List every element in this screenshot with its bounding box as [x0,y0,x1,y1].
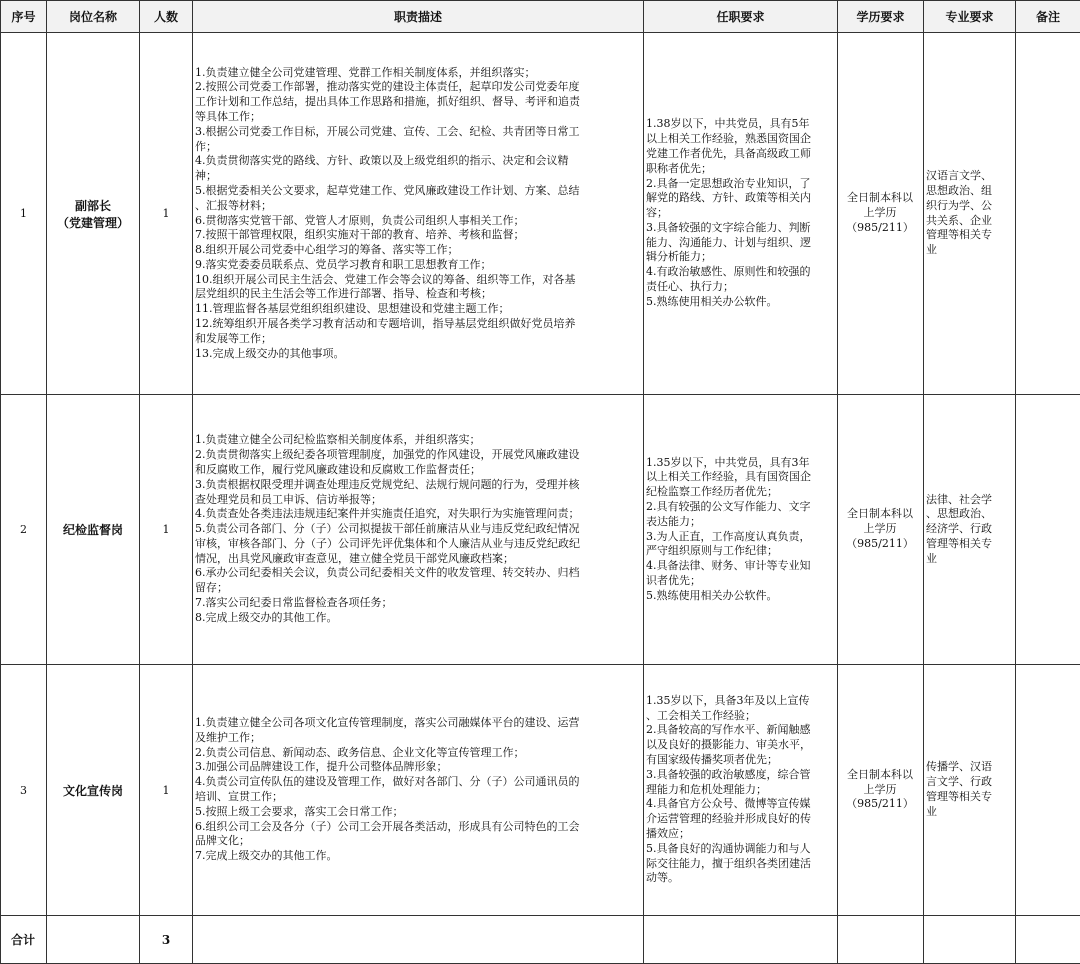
duty-line: 4.负责公司宣传队伍的建设及管理工作，做好对各部门、分（子）公司通讯员的 [195,775,640,790]
duty-line: 5.按照上级工会要求，落实工会日常工作； [195,805,640,820]
row-education [838,665,924,916]
row-requirements [644,395,838,665]
duty-line: 品牌文化； [195,834,640,849]
duties-text [193,66,643,362]
duty-line: 1.负责建立健全公司各项文化宣传管理制度，落实公司融媒体平台的建设、运营 [195,716,640,731]
requirements-text [644,117,837,309]
requirement-line: 理能力和危机处理能力； [646,783,834,798]
requirement-line: 识者优先； [646,574,834,589]
row-remarks [1016,395,1080,665]
major-line: 传播学、汉语 [926,760,1012,775]
requirement-line: 1.35岁以下，具备3年及以上宣传 [646,694,834,709]
major-line: 经济学、行政 [926,522,1012,537]
header-row [1,1,1080,33]
duty-line: 工作计划和工作总结，提出具体工作思路和措施，抓好组织、督导、考评和追责 [195,95,640,110]
row-position [47,33,140,395]
duty-line: 8.完成上级交办的其他工作。 [195,611,640,626]
duty-line: 9.落实党委委员联系点、党员学习教育和职工思想教育工作； [195,258,640,273]
duty-line: 10.组织开展公司民主生活会、党建工作会等会议的筹备、组织等工作，对各基 [195,273,640,288]
duty-line: 4.负责贯彻落实党的路线、方针、政策以及上级党组织的指示、决定和会议精 [195,154,640,169]
requirement-line: 际交往能力，擅于组织各类团建活 [646,857,834,872]
major-line: 共关系、企业 [926,214,1012,229]
requirement-line: 介运营管理的经验并形成良好的传 [646,812,834,827]
requirement-line: 解党的路线、方针、政策等相关内 [646,191,834,206]
duty-line: 7.完成上级交办的其他工作。 [195,849,640,864]
total-label: 合计 [1,916,47,964]
header-position: 岗位名称 [47,1,140,33]
duty-line: 培训、宣贯工作； [195,790,640,805]
requirements-text [644,456,837,604]
duty-line: 3.负责根据权限受理并调查处理违反党规党纪、法规行规问题的行为，受理并核 [195,478,640,493]
requirement-line: 责任心、执行力； [646,280,834,295]
requirement-line: 以及良好的摄影能力、审美水平， [646,738,834,753]
requirement-line: 有国家级传播奖项者优先； [646,753,834,768]
row-position [47,395,140,665]
row-requirements [644,33,838,395]
duties-text [193,716,643,864]
table-row [1,665,1080,916]
duty-line: 2.负责公司信息、新闻动态、政务信息、企业文化等宣传管理工作； [195,746,640,761]
row-count: 1 [140,665,193,916]
requirement-line: 以上相关工作经验，熟悉国资国企 [646,132,834,147]
row-no: 2 [1,395,47,665]
requirement-line: 4.具备官方公众号、微博等宣传媒 [646,797,834,812]
requirement-line: 表达能力； [646,515,834,530]
requirement-line: 5.熟练使用相关办公软件。 [646,295,834,310]
requirement-line: 职称者优先； [646,162,834,177]
major-line: 管理等相关专 [926,537,1012,552]
row-major [924,665,1016,916]
requirement-line: 1.35岁以下，中共党员，具有3年 [646,456,834,471]
duty-line: 和反腐败工作，履行党风廉政建设和反腐败工作监督责任； [195,463,640,478]
major-line: 管理等相关专 [926,228,1012,243]
requirement-line: 容； [646,206,834,221]
requirement-line: 3.为人正直，工作高度认真负责， [646,530,834,545]
total-empty-cell [1016,916,1080,964]
position-subtitle: （党建管理） [47,214,139,231]
duty-line: 等具体工作； [195,110,640,125]
row-education [838,33,924,395]
requirement-line: 纪检监察工作经历者优先； [646,485,834,500]
duties-text [193,433,643,625]
major-line: 思想政治、组 [926,184,1012,199]
header-education: 学历要求 [838,1,924,33]
header-no: 序号 [1,1,47,33]
requirement-line: 以上相关工作经验，具有国资国企 [646,470,834,485]
requirement-line: 能力、沟通能力、计划与组织、逻 [646,236,834,251]
duty-line: 13.完成上级交办的其他事项。 [195,347,640,362]
total-empty-cell [838,916,924,964]
duty-line: 7.按照干部管理权限，组织实施对干部的教育、培养、考核和监督； [195,228,640,243]
row-no: 3 [1,665,47,916]
education-line: 全日制本科以 [840,507,920,522]
duty-line: 、汇报等材料； [195,199,640,214]
requirement-line: 辑分析能力； [646,250,834,265]
row-major [924,395,1016,665]
duty-line: 留存； [195,581,640,596]
table-row [1,33,1080,395]
position-title: 副部长 [47,197,139,214]
duty-line: 神； [195,169,640,184]
duty-line: 6.承办公司纪委相关会议，负责公司纪委相关文件的收发管理、转交转办、归档 [195,566,640,581]
duty-line: 6.组织公司工会及各分（子）公司工会开展各类活动，形成具有公司特色的工会 [195,820,640,835]
education-line: 上学历 [840,522,920,537]
total-count: 3 [140,916,193,964]
row-education [838,395,924,665]
requirement-line: 2.具有较强的公文写作能力、文字 [646,500,834,515]
requirement-line: 2.具备较高的写作水平、新闻触感 [646,723,834,738]
requirement-line: 2.具备一定思想政治专业知识，了 [646,177,834,192]
row-duties [193,395,644,665]
duty-line: 7.落实公司纪委日常监督检查各项任务； [195,596,640,611]
education-line: 上学历 [840,783,920,798]
major-line: 业 [926,243,1012,258]
duty-line: 12.统筹组织开展各类学习教育活动和专题培训，指导基层党组织做好党员培养 [195,317,640,332]
requirement-line: 3.具备较强的政治敏感度，综合管 [646,768,834,783]
duty-line: 5.负责公司各部门、分（子）公司拟提拔干部任前廉洁从业与违反党纪政纪情况 [195,522,640,537]
major-text [924,760,1015,819]
requirement-line: 党建工作者优先，具备高级政工师 [646,147,834,162]
education-line: 全日制本科以 [840,191,920,206]
row-duties [193,33,644,395]
duty-line: 4.负责查处各类违法违规违纪案件并实施责任追究，对失职行为实施管理问责； [195,507,640,522]
major-line: 业 [926,805,1012,820]
requirement-line: 4.有政治敏感性、原则性和较强的 [646,265,834,280]
duty-line: 11.管理监督各基层党组织组织建设、思想建设和党建主题工作； [195,302,640,317]
table-row [1,395,1080,665]
education-line: （985/211） [840,221,920,236]
header-count: 人数 [140,1,193,33]
header-duties: 职责描述 [193,1,644,33]
duty-line: 2.负责贯彻落实上级纪委各项管理制度，加强党的作风建设，开展党风廉政建设 [195,448,640,463]
row-duties [193,665,644,916]
requirement-line: 严守组织原则与工作纪律； [646,544,834,559]
duty-line: 及维护工作； [195,731,640,746]
education-line: （985/211） [840,797,920,812]
row-major [924,33,1016,395]
major-text [924,493,1015,567]
major-text [924,169,1015,258]
duty-line: 3.加强公司品牌建设工作，提升公司整体品牌形象； [195,760,640,775]
duty-line: 和发展等工作； [195,332,640,347]
education-text [838,507,923,551]
education-line: 上学历 [840,206,920,221]
row-position [47,665,140,916]
row-count: 1 [140,33,193,395]
major-line: 汉语言文学、 [926,169,1012,184]
duty-line: 1.负责建立健全公司纪检监察相关制度体系，并组织落实； [195,433,640,448]
header-remarks: 备注 [1016,1,1080,33]
total-empty-cell [193,916,644,964]
row-remarks [1016,665,1080,916]
duty-line: 8.组织开展公司党委中心组学习的筹备、落实等工作； [195,243,640,258]
duty-line: 2.按照公司党委工作部署，推动落实党的建设主体责任，起草印发公司党委年度 [195,80,640,95]
duty-line: 查处理党员和员工申诉、信访举报等； [195,493,640,508]
duty-line: 5.根据党委相关公文要求，起草党建工作、党风廉政建设工作计划、方案、总结 [195,184,640,199]
total-empty-cell [644,916,838,964]
major-line: 言文学、行政 [926,775,1012,790]
row-no: 1 [1,33,47,395]
duty-line: 作； [195,140,640,155]
duty-line: 情况，出具党风廉政审查意见，建立健全党员干部党风廉政档案； [195,552,640,567]
requirement-line: 5.熟练使用相关办公软件。 [646,589,834,604]
duty-line: 1.负责建立健全公司党建管理、党群工作相关制度体系，并组织落实； [195,66,640,81]
total-empty-cell [47,916,140,964]
row-requirements [644,665,838,916]
position-title: 文化宣传岗 [47,782,139,799]
major-line: 管理等相关专 [926,790,1012,805]
requirement-line: 动等。 [646,871,834,886]
major-line: 法律、社会学 [926,493,1012,508]
requirement-line: 5.具备良好的沟通协调能力和与人 [646,842,834,857]
duty-line: 层党组织的民主生活会等工作进行部署、指导、检查和考核； [195,287,640,302]
total-empty-cell [924,916,1016,964]
row-remarks [1016,33,1080,395]
major-line: 、思想政治、 [926,507,1012,522]
header-requirements: 任职要求 [644,1,838,33]
duty-line: 3.根据公司党委工作目标，开展公司党建、宣传、工会、纪检、共青团等日常工 [195,125,640,140]
duty-line: 6.贯彻落实党管干部、党管人才原则，负责公司组织人事相关工作； [195,214,640,229]
position-title: 纪检监督岗 [47,521,139,538]
education-text [838,191,923,235]
requirement-line: 、工会相关工作经验； [646,709,834,724]
major-line: 业 [926,552,1012,567]
total-row [1,916,1080,964]
requirement-line: 3.具备较强的文字综合能力、判断 [646,221,834,236]
requirement-line: 播效应； [646,827,834,842]
requirement-line: 1.38岁以下，中共党员，具有5年 [646,117,834,132]
education-text [838,768,923,812]
requirements-text [644,694,837,886]
major-line: 织行为学、公 [926,199,1012,214]
row-count: 1 [140,395,193,665]
requirement-line: 4.具备法律、财务、审计等专业知 [646,559,834,574]
education-line: 全日制本科以 [840,768,920,783]
header-major: 专业要求 [924,1,1016,33]
duty-line: 审核，审核各部门、分（子）公司评先评优集体和个人廉洁从业与违反党纪政纪 [195,537,640,552]
education-line: （985/211） [840,537,920,552]
